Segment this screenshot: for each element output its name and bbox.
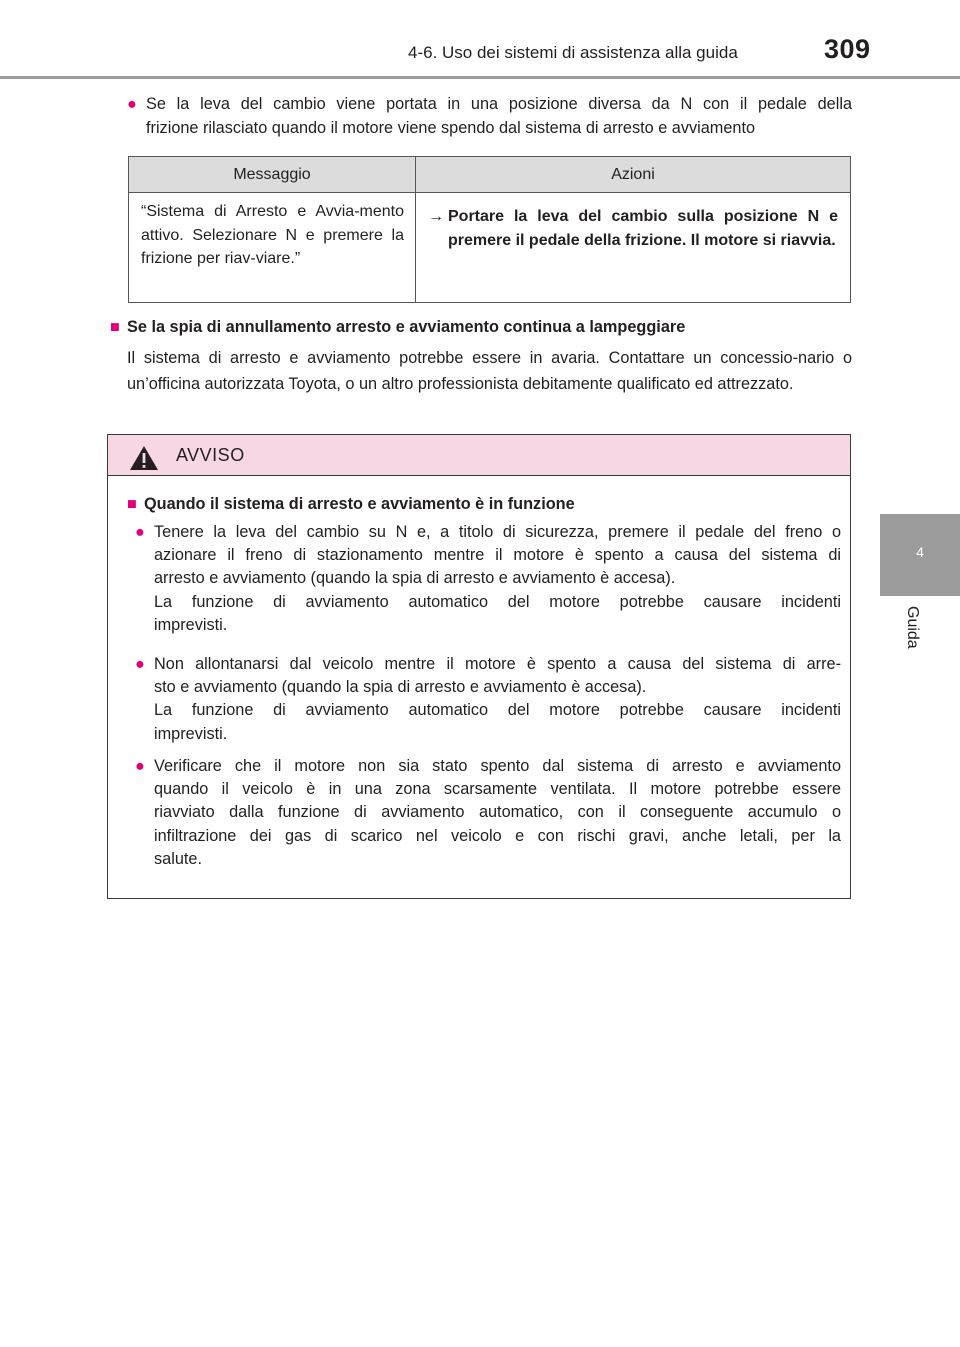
warning-line: quando il veicolo è in una zona scarsamente ventilata. Il motore potrebbe essere — [154, 780, 841, 799]
page-number: 309 — [824, 34, 871, 64]
warning-item — [135, 521, 841, 637]
warning-line: riavviato dalla funzione di avviamento automatico, con il conseguente accumulo o — [154, 803, 841, 822]
chapter-tab — [880, 514, 960, 596]
square-bullet-icon: ■ — [127, 495, 137, 513]
circle-bullet-icon: ● — [135, 655, 145, 673]
warning-line: azionare il freno di stazionamento mentre il motore è spento a causa del sistema di — [154, 546, 841, 565]
warning-line: La funzione di avviamento automatico del motore potrebbe causare incidenti — [154, 592, 841, 611]
circle-bullet-icon: ● — [127, 95, 137, 113]
message-table — [128, 156, 851, 303]
warning-line: Tenere la leva del cambio su N e, a titolo di sicurezza, premere il pedale del freno o — [154, 523, 841, 541]
table-header-message: Messaggio — [129, 157, 416, 193]
section-heading-text: Se la spia di annullamento arresto e avviamento continua a lampeggiare — [127, 318, 686, 336]
action-text: Portare la leva del cambio sulla posizione N e premere il pedale della frizione. Il motore si riavvia. — [448, 208, 838, 249]
chapter-label: Guida — [904, 606, 921, 649]
circle-bullet-icon: ● — [135, 523, 145, 541]
warning-item — [135, 653, 841, 746]
square-bullet-icon: ■ — [110, 318, 120, 336]
warning-line: La funzione di avviamento automatico del motore potrebbe causare incidenti — [154, 701, 841, 720]
intro-line: frizione rilasciato quando il motore viene spendo dal sistema di arresto e avviamento — [146, 119, 756, 137]
section-title: 4-6. Uso dei sistemi di assistenza alla guida — [408, 43, 738, 62]
intro-line: Se la leva del cambio viene portata in una posizione diversa da N con il pedale della — [146, 95, 852, 113]
section-body: Il sistema di arresto e avviamento potrebbe essere in avaria. Contattare un concessio-nario o un’officina autorizzata Toyota, o un altro professionista debitamente qualificato ed attrezzato. — [127, 349, 852, 393]
message-cell: “Sistema di Arresto e Avvia-mento attivo. Selezionare N e premere la frizione per riav-viare.” — [129, 193, 416, 303]
warning-line: sto e avviamento (quando la spia di arresto e avviamento è accesa). — [154, 678, 647, 697]
warning-line: Non allontanarsi dal veicolo mentre il motore è spento a causa del sistema di arre- — [154, 655, 841, 673]
warning-item — [135, 755, 841, 871]
header-divider — [0, 76, 960, 79]
table-row — [129, 193, 851, 303]
warning-line: infiltrazione dei gas di scarico nel veicolo e con rischi gravi, anche letali, per la — [154, 826, 841, 845]
warning-title: AVVISO — [176, 445, 245, 465]
warning-triangle-icon — [129, 445, 159, 471]
warning-subheading — [127, 495, 575, 514]
circle-bullet-icon: ● — [135, 757, 145, 775]
warning-line: imprevisti. — [154, 615, 228, 634]
table-header-actions: Azioni — [416, 157, 851, 193]
warning-subheading-text: Quando il sistema di arresto e avviamento è in funzione — [144, 495, 575, 513]
chapter-number: 4 — [916, 544, 924, 560]
warning-header — [108, 435, 850, 476]
warning-line: imprevisti. — [154, 724, 228, 743]
warning-box — [107, 434, 851, 899]
arrow-right-icon: → — [428, 208, 444, 225]
warning-line: Verificare che il motore non sia stato spento dal sistema di arresto e avviamento — [154, 757, 841, 775]
section-heading — [110, 318, 685, 337]
warning-line: arresto e avviamento (quando la spia di arresto e avviamento è accesa). — [154, 569, 676, 588]
warning-line: salute. — [154, 849, 202, 868]
action-cell — [416, 193, 851, 303]
